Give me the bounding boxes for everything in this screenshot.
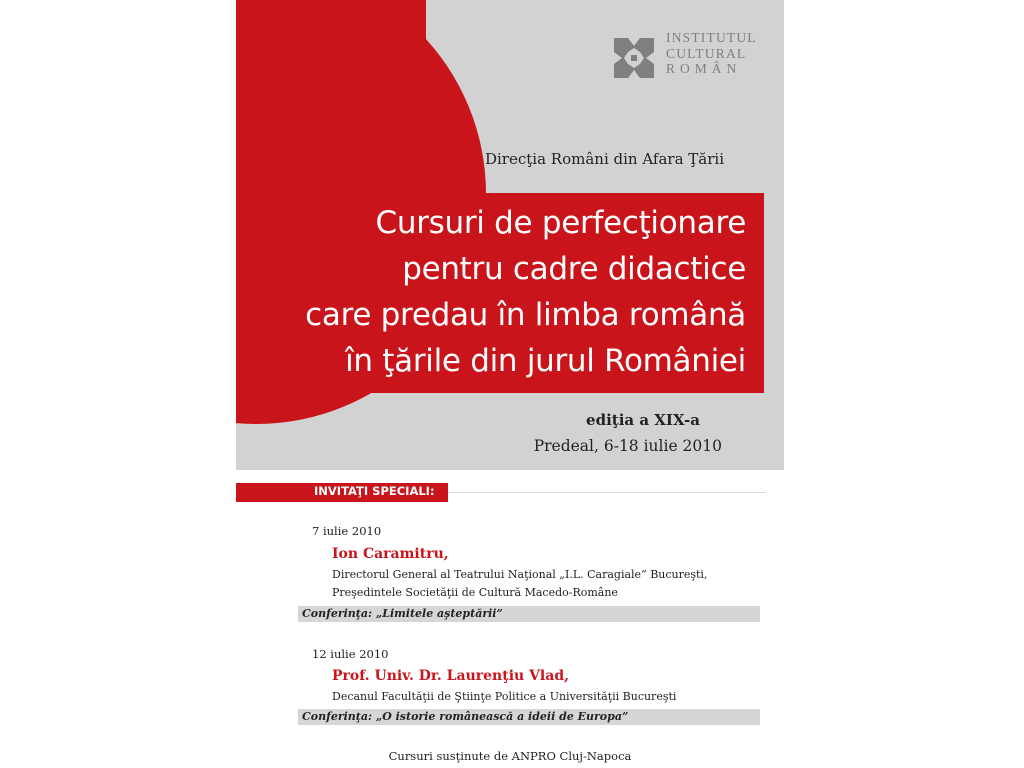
title-line-1: Cursuri de perfecţionare [375, 205, 746, 241]
speaker-1-role-1: Directorul General al Teatrului Naţional „I.L. Caragiale” Bucureşti, [332, 568, 708, 581]
speaker-2-date: 12 iulie 2010 [312, 647, 389, 661]
invited-heading: INVITAŢI SPECIALI: [314, 484, 435, 498]
speaker-1-conference: Conferinţa: „Limitele aşteptării” [302, 607, 503, 620]
icr-cross-mark-icon [610, 34, 658, 82]
header-panel [236, 0, 784, 470]
institute-logo [610, 30, 760, 82]
speaker-1-name: Ion Caramitru, [332, 546, 449, 562]
logo-line-1: INSTITUTUL [666, 30, 757, 45]
speaker-1-date: 7 iulie 2010 [312, 524, 382, 538]
speaker-2-name: Prof. Univ. Dr. Laurenţiu Vlad, [332, 668, 569, 684]
footer-note: Cursuri susţinute de ANPRO Cluj-Napoca [388, 749, 632, 763]
invited-rule [448, 492, 766, 493]
place-date: Predeal, 6-18 iulie 2010 [533, 437, 722, 455]
logo-wordmark [666, 30, 757, 77]
speaker-1-role-2: Preşedintele Societăţii de Cultură Macedo-Române [332, 586, 618, 599]
title-line-3: care predau în limba română [305, 297, 746, 333]
title-line-2: pentru cadre didactice [402, 251, 746, 287]
title-line-4: în ţările din jurul României [345, 343, 746, 379]
logo-line-2: CULTURAL [666, 45, 747, 61]
department-line: Direcţia Români din Afara Ţării [484, 150, 724, 168]
poster [236, 0, 784, 768]
speaker-2-conference: Conferinţa: „O istorie românească a ideii de Europa” [302, 710, 629, 723]
logo-line-3: ROMÂN [666, 61, 742, 76]
speaker-2-role-1: Decanul Facultăţii de Ştiinţe Politice a Universităţii Bucureşti [332, 690, 677, 703]
edition-label: ediţia a XIX-a [586, 411, 700, 429]
